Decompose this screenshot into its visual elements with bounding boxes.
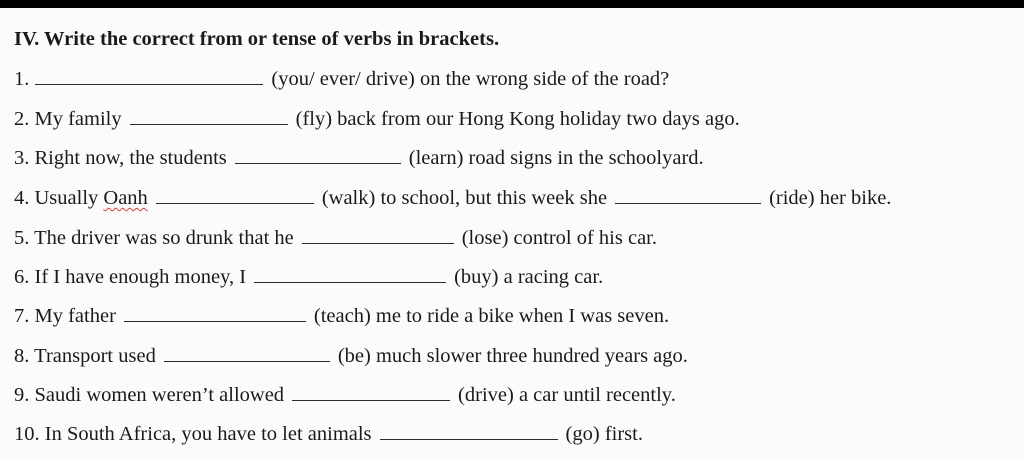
answer-blank[interactable] bbox=[35, 68, 263, 85]
verb-hint: (drive) a car until recently. bbox=[458, 384, 676, 406]
answer-blank[interactable] bbox=[164, 345, 330, 362]
answer-blank[interactable] bbox=[130, 108, 288, 125]
verb-hint: (buy) a racing car. bbox=[454, 266, 604, 288]
question-4 bbox=[14, 186, 891, 210]
question-text: In South Africa, you have to let animals bbox=[44, 423, 372, 445]
answer-blank[interactable] bbox=[124, 305, 306, 322]
verb-hint: (go) first. bbox=[565, 423, 643, 445]
question-8 bbox=[14, 344, 688, 368]
answer-blank[interactable] bbox=[302, 227, 454, 244]
question-text: Right now, the students bbox=[34, 147, 227, 169]
question-number: 7. bbox=[14, 305, 30, 327]
question-6 bbox=[14, 265, 603, 289]
question-3 bbox=[14, 146, 704, 170]
verb-hint: (be) much slower three hundred years ago. bbox=[337, 345, 688, 367]
question-10 bbox=[14, 422, 643, 446]
question-text: My family bbox=[34, 108, 122, 130]
question-text: Usually bbox=[34, 187, 99, 209]
verb-hint: (you/ ever/ drive) on the wrong side of the road? bbox=[271, 68, 670, 90]
question-1 bbox=[14, 67, 669, 91]
answer-blank[interactable] bbox=[292, 384, 450, 401]
verb-hint-2: (ride) her bike. bbox=[769, 187, 892, 209]
question-number: 10. bbox=[14, 423, 40, 445]
question-text: If I have enough money, I bbox=[34, 266, 247, 288]
question-text: My father bbox=[34, 305, 116, 327]
answer-blank[interactable] bbox=[235, 147, 401, 164]
verb-hint: (walk) to school, but this week she bbox=[321, 187, 608, 209]
question-number: 3. bbox=[14, 147, 30, 169]
question-number: 2. bbox=[14, 108, 30, 130]
question-number: 4. bbox=[14, 187, 30, 209]
answer-blank[interactable] bbox=[380, 423, 558, 440]
question-number: 1. bbox=[14, 68, 30, 90]
question-text: The driver was so drunk that he bbox=[34, 227, 294, 249]
question-number: 9. bbox=[14, 384, 30, 406]
question-7 bbox=[14, 304, 669, 328]
question-number: 8. bbox=[14, 345, 30, 367]
question-number: 6. bbox=[14, 266, 30, 288]
question-5 bbox=[14, 226, 657, 250]
verb-hint: (fly) back from our Hong Kong holiday two days ago. bbox=[295, 108, 740, 130]
verb-hint: (learn) road signs in the schoolyard. bbox=[408, 147, 704, 169]
top-bar bbox=[0, 0, 1024, 8]
question-text: Saudi women weren’t allowed bbox=[34, 384, 285, 406]
worksheet-page bbox=[0, 8, 1024, 461]
question-number: 5. bbox=[14, 227, 30, 249]
name-oanh: Oanh bbox=[103, 187, 148, 209]
question-9 bbox=[14, 383, 676, 407]
answer-blank[interactable] bbox=[156, 187, 314, 204]
verb-hint: (lose) control of his car. bbox=[461, 227, 657, 249]
question-2 bbox=[14, 107, 740, 131]
verb-hint: (teach) me to ride a bike when I was seven. bbox=[313, 305, 670, 327]
question-text: Transport used bbox=[34, 345, 156, 367]
answer-blank[interactable] bbox=[254, 266, 446, 283]
exercise-heading: IV. Write the correct from or tense of verbs in brackets. bbox=[14, 28, 500, 50]
answer-blank-2[interactable] bbox=[615, 187, 761, 204]
